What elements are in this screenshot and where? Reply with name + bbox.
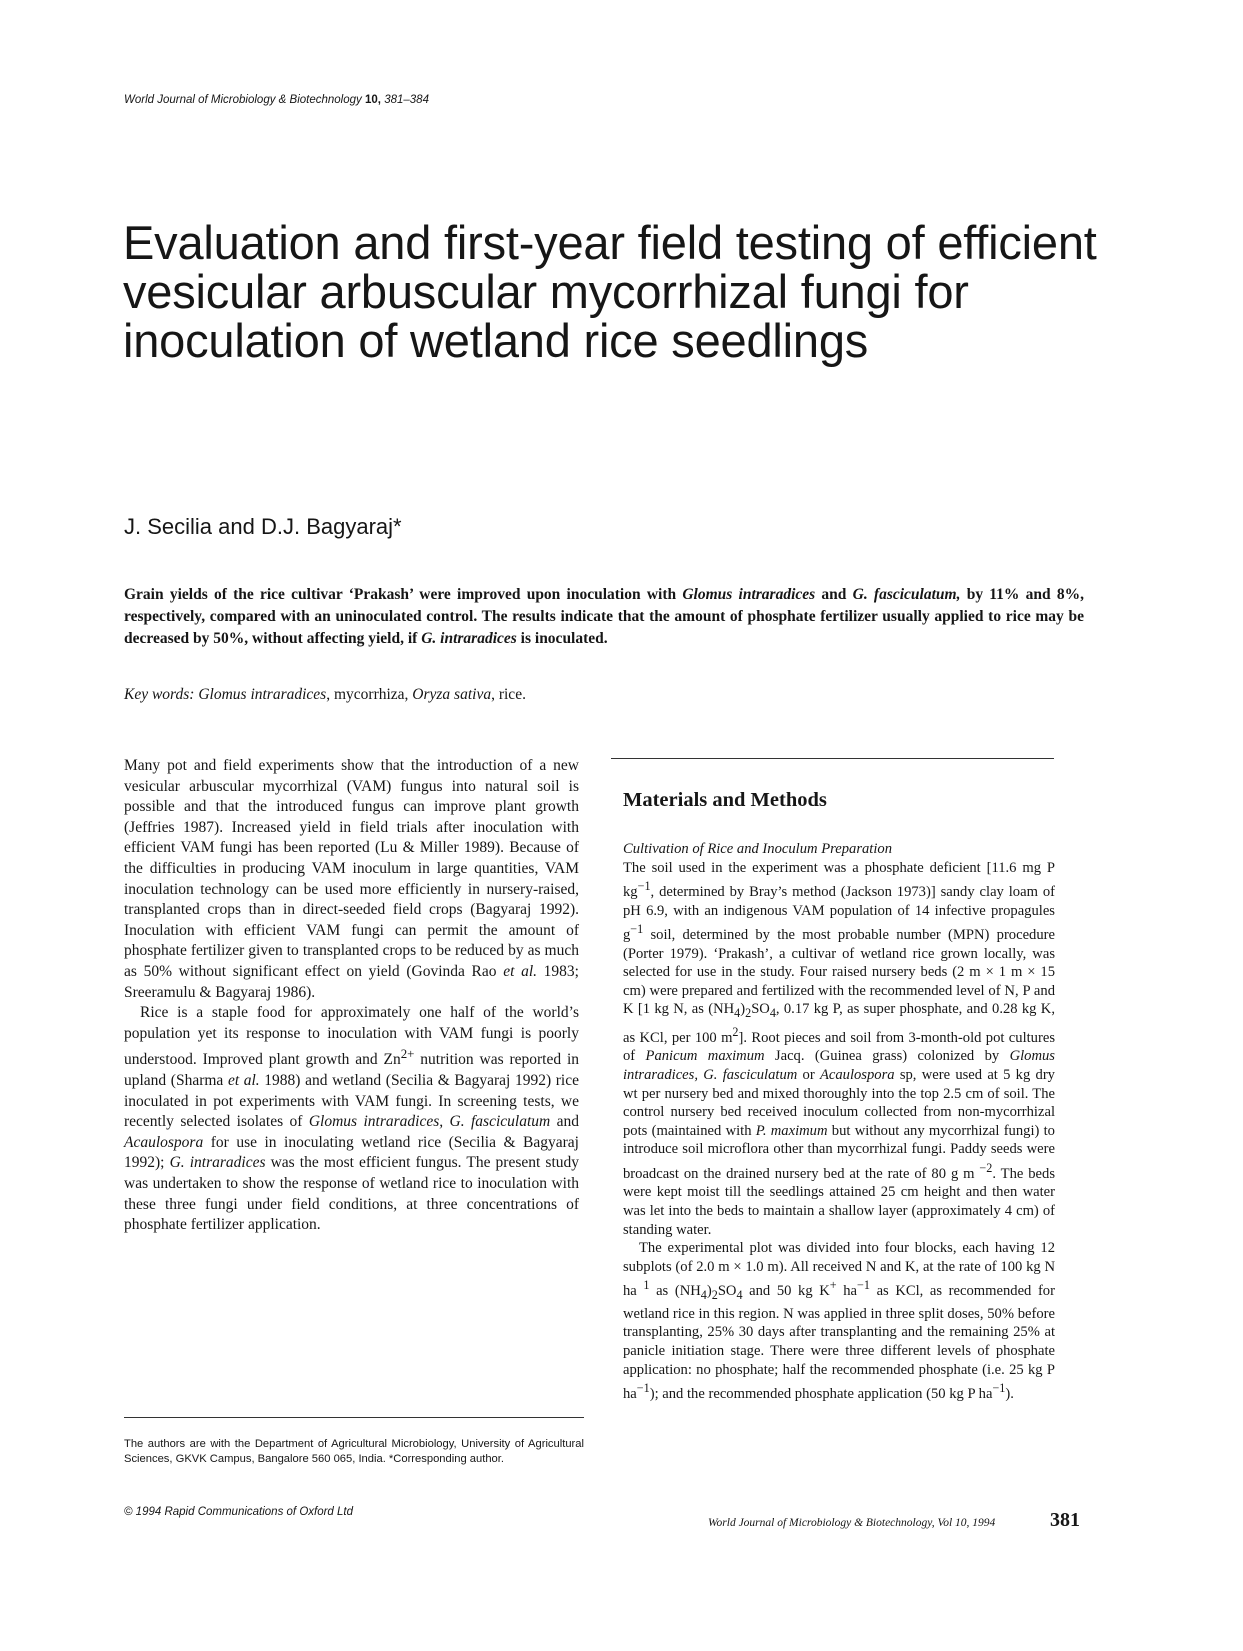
abstract-text: is inoculated.: [516, 630, 608, 647]
body-text: ): [740, 1001, 746, 1018]
section-rule: [611, 758, 1054, 759]
body-text: Many pot and field experiments show that the introduction of a new vesicular arbuscular mycorrhizal (VAM) fungus into natural soil is possible and that the introduced fungus can improve plant growth (Jeffries 1987). Increased yield in field trials after inoculation with efficient VAM fungi has been reported (Lu & Miller 1989). Because of the difficulties in producing VAM inoculum in large quantities, VAM inoculation technology can be used more efficiently in nursery-raised, transplanted crops than in direct-seeded field crops (Bagyaraj 1992). Inoculation with efficient VAM fungi can permit the amount of phosphate fertilizer given to transplanted crops to be reduced by as much as 50% without significant effect on yield (Govinda Rao: [124, 757, 579, 980]
species-name: Acaulospora: [124, 1133, 204, 1151]
body-text: 1983; Sreeramulu & Bagyaraj 1986).: [124, 962, 579, 1001]
subscript: 4: [700, 1288, 707, 1303]
body-text: soil, determined by the most probable number (MPN) procedure (Porter 1979). ‘Prakash’, a cultivar of wetland rice grown locally, was selected for use in the study. Four raised nursery beds (2 m × 1 m × 15 cm) were prepared and fertilized with the recommended level of N, P and K [1 kg N, as (NH: [623, 927, 1055, 1018]
superscript: −1: [992, 1381, 1006, 1396]
methods-paragraph-2: [623, 1239, 1055, 1403]
body-text: and 50 kg K: [742, 1283, 830, 1300]
superscript: 2+: [400, 1046, 415, 1062]
left-column: [124, 756, 579, 1236]
species-name: Panicum maximum: [645, 1048, 765, 1065]
abstract-text: and: [815, 586, 853, 603]
body-text: , determined by Bray’s method (Jackson 1973)] sandy clay loam of pH 6.9, with an indigenous VAM population of 14 infective propagules g: [623, 884, 1055, 944]
body-text: or: [797, 1067, 820, 1084]
copyright-notice: © 1994 Rapid Communications of Oxford Ltd: [124, 1506, 354, 1518]
abstract-text: by 11% and 8%, respectively, compared with an uninoculated control. The results indicate that the amount of phosphate fertilizer usually applied to rice may be decreased by 50%, without affecting yield, if: [124, 586, 1084, 647]
section-heading: Materials and Methods: [623, 789, 827, 811]
et-al: et al.: [227, 1072, 260, 1090]
article-title: Evaluation and first-year field testing of efficient vesicular arbuscular mycorrhizal fungi for inoculation of wetland rice seedlings: [123, 216, 1097, 367]
superscript: −1: [636, 1381, 650, 1396]
body-text: ]. Root pieces and soil from 3-month-old pot cultures of: [623, 1029, 1055, 1065]
keyword: , rice.: [491, 686, 526, 703]
species-name: G. intraradices: [421, 630, 517, 647]
superscript: 2: [732, 1024, 739, 1039]
author-affiliation-footnote: The authors are with the Department of Agricultural Microbiology, University of Agricultural Sciences, GKVK Campus, Bangalore 560 065, India. *Corresponding author.: [124, 1438, 584, 1465]
subscript: 2: [711, 1288, 718, 1303]
species-name: Glomus intraradices: [682, 586, 816, 603]
superscript: −2: [979, 1160, 993, 1175]
superscript: −1: [857, 1278, 870, 1293]
subscript: 4: [769, 1006, 776, 1021]
et-al: et al.: [503, 962, 537, 980]
subsection-heading: Cultivation of Rice and Inoculum Preparation: [623, 841, 893, 857]
footnote-rule: [124, 1417, 584, 1418]
species-name: G. intraradices: [169, 1154, 266, 1172]
body-text: and: [550, 1113, 580, 1131]
body-text: was the most efficient fungus. The present study was undertaken to show the response of wetland rice to inoculation with these three fungi under field conditions, at three concentrations of phosphate fertilizer application.: [124, 1154, 579, 1234]
body-text: The soil used in the experiment was a phosphate deficient [11.6 mg P kg: [623, 859, 1055, 901]
body-text: Jacq. (Guinea grass) colonized by: [764, 1048, 1010, 1065]
body-text: ): [706, 1283, 712, 1300]
page-range: 381–384: [384, 94, 429, 106]
superscript: +: [829, 1278, 837, 1293]
body-text: ha: [836, 1283, 858, 1300]
intro-paragraph-2: [124, 1003, 579, 1236]
superscript: 1: [643, 1278, 650, 1293]
journal-footer: World Journal of Microbiology & Biotechnology, Vol 10, 1994: [708, 1517, 996, 1529]
subscript: 2: [745, 1006, 752, 1021]
species-name: Glomus intraradices, G. fasciculatum: [308, 1113, 551, 1131]
keyword: , mycorrhiza,: [326, 686, 413, 703]
body-text: Rice is a staple food for approximately one half of the world’s population yet its response to inoculation with VAM fungi is poorly understood. Improved plant growth and Zn: [124, 1004, 579, 1069]
body-text: SO: [717, 1283, 737, 1300]
body-text: ).: [1005, 1386, 1014, 1402]
abstract-text: Grain yields of the rice cultivar ‘Prakash’ were improved upon inoculation with: [124, 586, 683, 603]
body-text: . The beds were kept moist till the seedlings attained 25 cm height and then water was let into the beds to maintain a shallow layer (approximately 4 cm) of standing water.: [623, 1165, 1056, 1238]
intro-paragraph-1: [124, 756, 579, 1003]
keywords: [124, 686, 526, 704]
body-text: The experimental plot was divided into four blocks, each having 12 subplots (of 2.0 m × 1.0 m). All received N and K, at the rate of 100 kg N ha: [623, 1240, 1055, 1300]
species-name: Glomus intraradices, G. fasciculatum: [623, 1048, 1055, 1084]
journal-name: World Journal of Microbiology & Biotechnology: [124, 94, 362, 106]
subscript: 4: [736, 1288, 743, 1303]
methods-paragraph-1: [623, 859, 1055, 1240]
body-text: as (NH: [649, 1283, 701, 1300]
page-number: 381: [1050, 1509, 1080, 1531]
authors: J. Secilia and D.J. Bagyaraj*: [124, 514, 402, 539]
subscript: 4: [734, 1006, 741, 1021]
body-text: SO: [751, 1001, 770, 1018]
body-text: sp, were used at 5 kg dry wt per nursery bed and mixed thoroughly into the top 2.5 cm of soil. The control nursery bed received inoculum collected from non-mycorrhizal pots (maintained with: [623, 1067, 1055, 1139]
abstract: [124, 584, 1084, 650]
keyword: Oryza sativa: [412, 686, 492, 703]
right-column: [623, 840, 1055, 1404]
body-text: as KCl, as recommended for wetland rice in this region. N was applied in three split doses, 50% before transplanting, 25% 30 days after transplanting and the remaining 25% at panicle initiation stage. There were three different levels of phosphate application: no phosphate; half the recommended phosphate (i.e. 25 kg P ha: [623, 1283, 1055, 1402]
body-text: but without any mycorrhizal fungi) to introduce soil microflora other than mycorrhizal fungi. Paddy seeds were broadcast on the drained nursery bed at the rate of 80 g m: [623, 1122, 1055, 1182]
superscript: −1: [630, 922, 644, 937]
body-text: nutrition was reported in upland (Sharma: [124, 1051, 579, 1090]
species-name: P. maximum: [755, 1122, 828, 1139]
running-head: [124, 94, 429, 106]
keywords-label: Key words:: [124, 686, 195, 703]
volume: 10,: [365, 94, 381, 106]
body-text: ); and the recommended phosphate application (50 kg P ha: [649, 1386, 993, 1402]
superscript: −1: [637, 879, 651, 894]
body-text: 1988) and wetland (Secilia & Bagyaraj 1992) rice inoculated in pot experiments with VAM fungi. In screening tests, we recently selected isolates of: [124, 1072, 579, 1131]
species-name: Acaulospora: [819, 1067, 895, 1084]
body-text: , 0.17 kg P, as super phosphate, and 0.28 kg K, as KCl, per 100 m: [623, 1001, 1055, 1046]
keyword: Glomus intraradices: [198, 686, 327, 703]
body-text: for use in inoculating wetland rice (Secilia & Bagyaraj 1992);: [124, 1133, 579, 1172]
species-name: G. fasciculatum,: [852, 586, 961, 603]
